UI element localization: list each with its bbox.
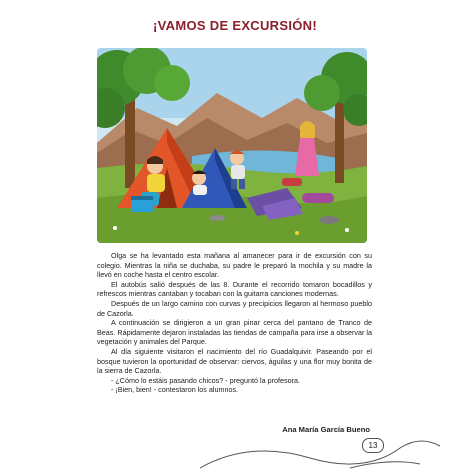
page-number: 13 <box>362 438 384 453</box>
paragraph-2: El autobús salió después de las 8. Durante el recorrido tomaron bocadillos y refrescos mientras cantaban y tocaban con la guitarra canciones modernas. <box>97 279 372 299</box>
camping-illustration <box>97 48 367 243</box>
paragraph-1: Olga se ha levantado esta mañana al amanecer para ir de excursión con su colegio. Mientras la niña se duchaba, su padre le preparó la mochila y su madre la llevó en coche hasta el centro escolar. <box>97 251 372 280</box>
story-text <box>97 251 372 395</box>
paragraph-5: Al día siguiente visitaron el nacimiento del río Guadalquivir. Paseando por el bosque tuvieron la oportunidad de observar: ciervos, águilas y una flor muy bonita de la sierra de Cazorla. <box>97 346 372 376</box>
decorative-swirl <box>190 430 470 470</box>
paragraph-3: Después de un largo camino con curvas y precipicios llegaron al hermoso pueblo de Cazorla. <box>97 298 372 318</box>
paragraph-4: A continuación se dirigieron a un gran pinar cerca del pantano de Tranco de Beas. Rápidamente dejaron instaladas las tiendas de campaña para irse a observar la vegetación y animales del Parque. <box>97 318 372 347</box>
dialog-line-2: - ¡Bien, bien! - contestaron los alumnos. <box>111 385 239 395</box>
page-title: ¡VAMOS DE EXCURSIÓN! <box>153 18 317 33</box>
author-name: Ana María García Bueno <box>282 425 370 434</box>
dialog-line-1: - ¿Cómo lo estáis pasando chicos? - preguntó la profesora. <box>111 375 300 385</box>
page-number-badge <box>356 436 384 453</box>
